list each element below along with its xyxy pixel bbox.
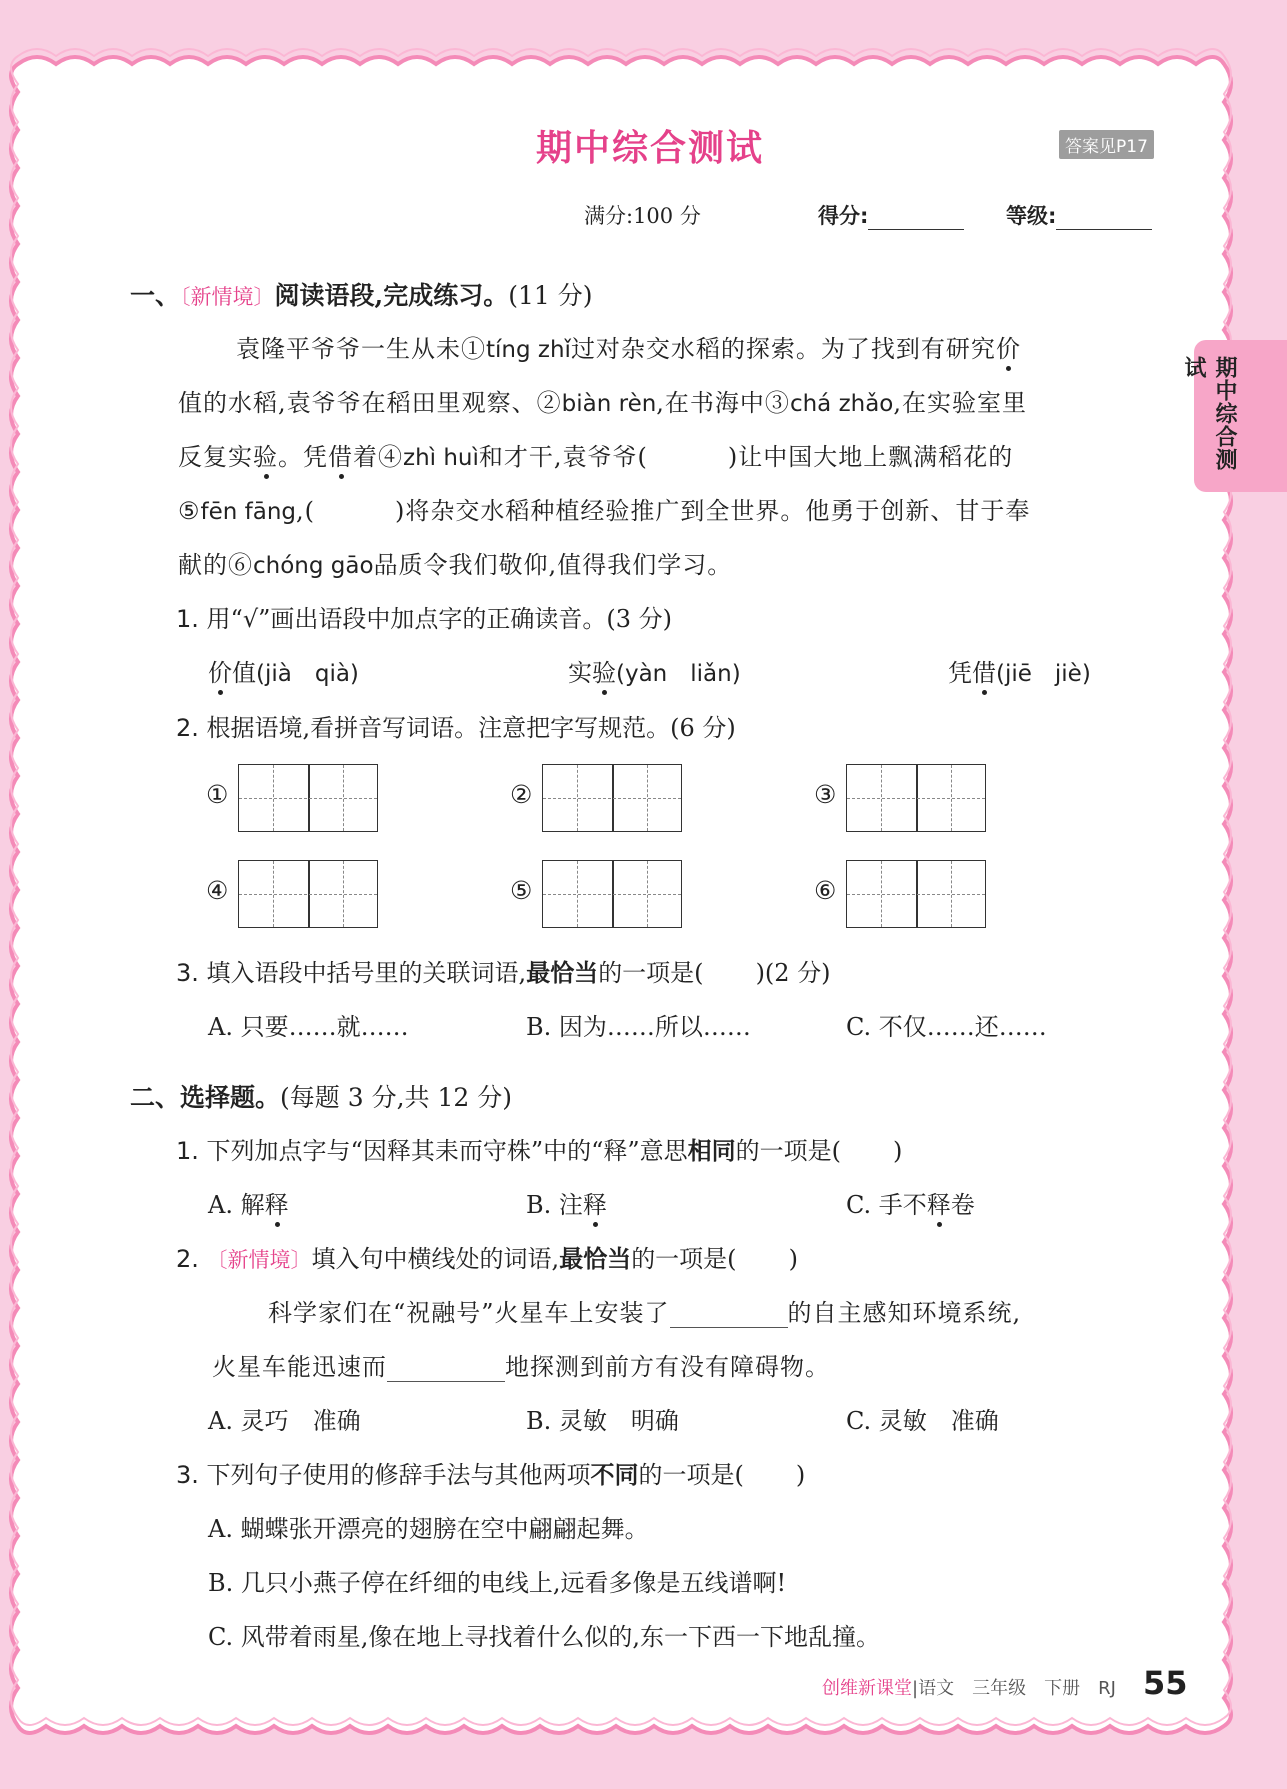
score-blank[interactable] [868, 207, 964, 230]
pinyin-choice: (yàn liǎn) [616, 661, 741, 687]
section-2-title: 选择题。 [180, 1083, 281, 1112]
q2-2-option-b[interactable]: B. 灵敏 明确 [526, 1407, 679, 1435]
grid-label: ② [510, 780, 533, 809]
word-char: 注 [558, 1191, 583, 1219]
passage-text: 火星车能迅速而 [212, 1353, 387, 1381]
grade-blank[interactable] [1056, 207, 1152, 230]
emphasis-text: 相同 [687, 1136, 736, 1165]
question-text: )(2 分) [755, 959, 831, 987]
passage-text: 袁隆平爷爷一生从未① [236, 335, 486, 363]
q2-3-option-c[interactable]: C. 风带着雨星,像在地上寻找着什么似的,东一下西一下地乱撞。 [208, 1623, 881, 1651]
word-char: 凭 [948, 659, 972, 687]
question-text: ) [795, 1461, 806, 1489]
pinyin-1: tíng zhǐ [486, 337, 571, 363]
emphasis-text: 最恰当 [559, 1244, 632, 1273]
passage-text: )将杂交水稻种植经验推广到全世界。他勇于创新、甘于奉 [395, 497, 1031, 525]
dotted-char: 释 [926, 1191, 951, 1219]
passage-text: 品质令我们敬仰,值得我们学习。 [373, 551, 733, 579]
emphasis-text: 不同 [590, 1460, 639, 1489]
question-text: 填入句中横线处的词语, [311, 1245, 560, 1273]
fill-blank-2[interactable] [387, 1357, 505, 1382]
question-text: 的一项是( [598, 959, 704, 987]
dotted-char: 释 [582, 1191, 607, 1219]
q1-3-option-a[interactable]: A. 只要……就…… [208, 1013, 409, 1041]
answer-reference-badge: 答案见P17 [1059, 130, 1154, 159]
question-text: 用“√”画出语段中加点字的正确读音。(3 分) [206, 605, 673, 633]
option-letter: C. [846, 1191, 879, 1219]
writing-grid-4[interactable] [238, 860, 378, 928]
emphasis-text: 最恰当 [526, 958, 599, 987]
q2-2-passage-line-2 [212, 1347, 830, 1382]
page-number: 55 [1143, 1664, 1188, 1702]
question-text: ) [788, 1245, 798, 1273]
q2-1-option-a[interactable] [208, 1185, 289, 1220]
pinyin-2: biàn rèn [561, 391, 657, 417]
option-letter: B. [526, 1191, 559, 1219]
q2-3-option-a[interactable]: A. 蝴蝶张开漂亮的翅膀在空中翩翩起舞。 [208, 1515, 649, 1543]
q2-2-passage-line-1 [268, 1293, 1021, 1328]
dotted-char: 释 [264, 1191, 289, 1219]
passage-text: ,在书海中③ [656, 389, 790, 417]
question-text: 的一项是( [631, 1245, 737, 1273]
writing-grid-1[interactable] [238, 764, 378, 832]
dotted-char: 借 [972, 659, 996, 687]
page-title: 期中综合测试 [535, 128, 764, 169]
q1-1-option-b[interactable] [568, 653, 741, 688]
question-text: 下列加点字与“因释其耒而守株”中的“释”意思 [206, 1137, 688, 1165]
grid-label: ③ [814, 780, 837, 809]
question-text: ) [893, 1137, 903, 1165]
footer-book-info: |语文 三年级 下册 RJ [912, 1678, 1116, 1699]
section-2-number: 二、 [130, 1083, 181, 1112]
dotted-char: 验 [592, 659, 616, 687]
section-1-number: 一、 [130, 281, 181, 310]
footer-meta [822, 1674, 1116, 1700]
new-context-tag: 〔新情境〕 [206, 1248, 312, 1272]
writing-grid-2[interactable] [542, 764, 682, 832]
question-text: 根据语境,看拼音写词语。注意把字写规范。(6 分) [206, 714, 736, 742]
q2-1-option-c[interactable] [846, 1185, 975, 1220]
pinyin-4: zhì huì [403, 445, 479, 471]
question-number: 1. [176, 1137, 199, 1165]
footer-brand: 创维新课堂 [822, 1678, 912, 1699]
grid-label: ⑤ [510, 876, 533, 905]
pinyin-choice: (jiē jiè) [996, 661, 1091, 687]
dotted-char: 价 [208, 659, 232, 687]
passage-text: 值的水稻,袁爷爷在稻田里观察、② [178, 389, 562, 417]
dotted-char: 借 [328, 443, 353, 471]
question-1-1 [176, 599, 672, 634]
side-tab-label: 期中综合测试 [1181, 356, 1237, 471]
q1-3-option-c[interactable]: C. 不仅……还…… [846, 1013, 1047, 1041]
passage-text: ,在实验室里 [893, 389, 1028, 417]
question-text: 下列句子使用的修辞手法与其他两项 [206, 1461, 591, 1489]
question-number: 3. [176, 959, 199, 987]
dotted-char: 验 [253, 443, 278, 471]
question-number: 3. [176, 1461, 199, 1489]
score-field [818, 200, 964, 230]
passage-text: 的自主感知环境系统, [787, 1299, 1022, 1327]
word-char: 卷 [950, 1191, 975, 1219]
passage-line-2 [178, 383, 1027, 418]
passage-text: 反复实 [178, 443, 253, 471]
full-score: 满分:100 分 [584, 204, 701, 228]
writing-grid-6[interactable] [846, 860, 986, 928]
passage-text: ,( [296, 497, 316, 525]
word-char: 手不 [878, 1191, 927, 1219]
passage-text: ⑤ [178, 497, 201, 525]
question-number: 2. [176, 714, 199, 742]
section-2-heading [130, 1078, 512, 1114]
question-text: 的一项是( [735, 1137, 841, 1165]
question-number: 1. [176, 605, 199, 633]
passage-text: 和才干,袁爷爷( [478, 443, 648, 471]
passage-line-5 [178, 545, 732, 580]
option-letter: A. [208, 1191, 241, 1219]
question-1-2 [176, 708, 736, 743]
question-text: 填入语段中括号里的关联词语, [206, 959, 527, 987]
grade-field [1006, 200, 1152, 230]
grid-label: ⑥ [814, 876, 837, 905]
q2-2-option-a[interactable]: A. 灵巧 准确 [208, 1407, 361, 1435]
dotted-char: 价 [995, 335, 1021, 363]
writing-grid-5[interactable] [542, 860, 682, 928]
pinyin-3: chá zhǎo [789, 391, 894, 417]
q2-3-option-b[interactable]: B. 几只小燕子停在纤细的电线上,远看多像是五线谱啊! [208, 1569, 787, 1597]
passage-text: 献的⑥ [178, 551, 253, 579]
passage-line-4 [178, 491, 1030, 526]
passage-line-3 [178, 437, 1013, 472]
passage-text: )让中国大地上飘满稻花的 [727, 443, 1014, 471]
pinyin-5: fēn fāng [200, 499, 297, 525]
question-2-1 [176, 1131, 902, 1166]
pinyin-choice: (jià qià) [256, 661, 359, 687]
section-1-title: 阅读语段,完成练习。 [274, 281, 509, 310]
word-char: 解 [240, 1191, 265, 1219]
q1-1-option-c[interactable] [948, 653, 1091, 688]
section-1-heading [130, 276, 593, 312]
fill-blank-1[interactable] [670, 1303, 788, 1328]
new-context-tag: 〔新情境〕 [180, 285, 275, 309]
passage-line-1 [236, 329, 1021, 364]
grid-label: ④ [206, 876, 229, 905]
passage-text: 科学家们在“祝融号”火星车上安装了 [268, 1299, 670, 1327]
q1-3-option-b[interactable]: B. 因为……所以…… [526, 1013, 751, 1041]
q2-1-option-b[interactable] [526, 1185, 607, 1220]
score-label: 得分: [818, 204, 869, 228]
section-2-points: (每题 3 分,共 12 分) [280, 1083, 512, 1112]
q1-1-option-a[interactable] [208, 653, 359, 688]
writing-grid-3[interactable] [846, 764, 986, 832]
word-char: 实 [568, 659, 592, 687]
passage-text: 。凭 [278, 443, 328, 471]
word-char: 值 [232, 659, 256, 687]
side-tab [1181, 340, 1287, 492]
question-2-3 [176, 1455, 805, 1490]
grade-label: 等级: [1006, 204, 1057, 228]
question-text: 的一项是( [638, 1461, 744, 1489]
passage-text: 过对杂交水稻的探索。为了找到有研究 [570, 335, 996, 363]
section-1-points: (11 分) [508, 281, 593, 310]
question-number: 2. [176, 1245, 199, 1273]
pinyin-6: chóng gāo [253, 553, 374, 579]
q2-2-option-c[interactable]: C. 灵敏 准确 [846, 1407, 999, 1435]
grid-label: ① [206, 780, 229, 809]
passage-text: 着④ [353, 443, 403, 471]
question-1-3 [176, 953, 831, 988]
passage-text: 地探测到前方有没有障碍物。 [505, 1353, 830, 1381]
question-2-2 [176, 1239, 798, 1274]
